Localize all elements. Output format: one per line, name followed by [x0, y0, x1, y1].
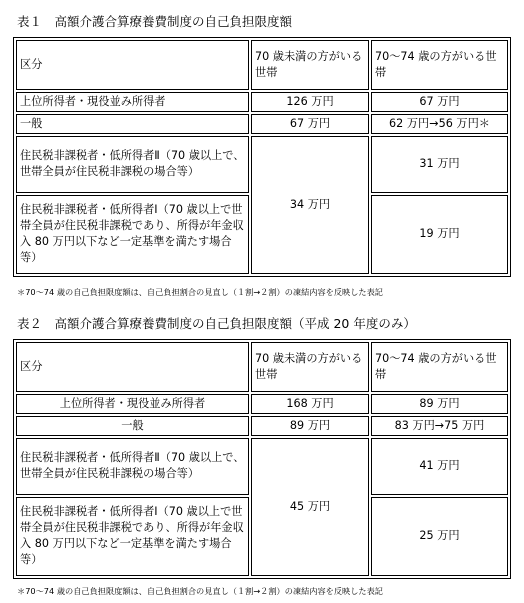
table1-row-general-under70: 67 万円 — [251, 114, 369, 134]
table2-row-low1-70to74: 25 万円 — [371, 497, 508, 576]
table1-row-general-label: 一般 — [16, 114, 249, 134]
table1-row-upper-label: 上位所得者・現役並み所得者 — [16, 92, 249, 112]
table1-row-general-70to74: 62 万円→56 万円＊ — [371, 114, 508, 134]
table1-header-category: 区分 — [16, 40, 249, 90]
table2-header-category: 区分 — [16, 342, 249, 392]
table1-row-low-under70: 34 万円 — [251, 136, 369, 274]
table2-row-low2-label: 住民税非課税者・低所得者Ⅱ（70 歳以上で、世帯全員が住民税非課税の場合等） — [16, 438, 249, 495]
table1-row-upper-under70: 126 万円 — [251, 92, 369, 112]
table2-row-low1-label: 住民税非課税者・低所得者Ⅰ（70 歳以上で世帯全員が住民税非課税であり、所得が年金収入 80 万円以下など一定基準を満たす場合等） — [16, 497, 249, 576]
table1-row-low2-label: 住民税非課税者・低所得者Ⅱ（70 歳以上で、世帯全員が住民税非課税の場合等） — [16, 136, 249, 193]
table1-note: ＊70～74 歳の自己負担限度額は、自己負担割合の見直し（１割→２割）の凍結内容を反映した表記 — [17, 287, 383, 297]
table2 — [13, 339, 511, 579]
table1-row-low1-label: 住民税非課税者・低所得者Ⅰ（70 歳以上で世帯全員が住民税非課税であり、所得が年金収入 80 万円以下など一定基準を満たす場合等） — [16, 195, 249, 274]
table2-note: ＊70～74 歳の自己負担限度額は、自己負担割合の見直し（１割→２割）の凍結内容を反映した表記 — [17, 586, 383, 596]
table2-row-general-under70: 89 万円 — [251, 416, 369, 436]
table2-row-low2-70to74: 41 万円 — [371, 438, 508, 495]
table1-row-upper-70to74: 67 万円 — [371, 92, 508, 112]
table2-row-general-label: 一般 — [16, 416, 249, 436]
table2-caption: 表２ 高額介護合算療養費制度の自己負担限度額（平成 20 年度のみ） — [17, 316, 416, 331]
table2-row-low-under70: 45 万円 — [251, 438, 369, 576]
table2-row-upper-70to74: 89 万円 — [371, 394, 508, 414]
table2-row-general-70to74: 83 万円→75 万円 — [371, 416, 508, 436]
table2-row-upper-label: 上位所得者・現役並み所得者 — [16, 394, 249, 414]
table1 — [13, 37, 511, 277]
table1-header-under70: 70 歳未満の方がいる世帯 — [251, 40, 369, 90]
table2-header-70to74: 70～74 歳の方がいる世帯 — [371, 342, 508, 392]
table1-row-low1-70to74: 19 万円 — [371, 195, 508, 274]
table2-header-under70: 70 歳未満の方がいる世帯 — [251, 342, 369, 392]
table1-row-low2-70to74: 31 万円 — [371, 136, 508, 193]
table1-header-70to74: 70～74 歳の方がいる世帯 — [371, 40, 508, 90]
table1-caption: 表１ 高額介護合算療養費制度の自己負担限度額 — [17, 14, 293, 29]
table2-row-upper-under70: 168 万円 — [251, 394, 369, 414]
